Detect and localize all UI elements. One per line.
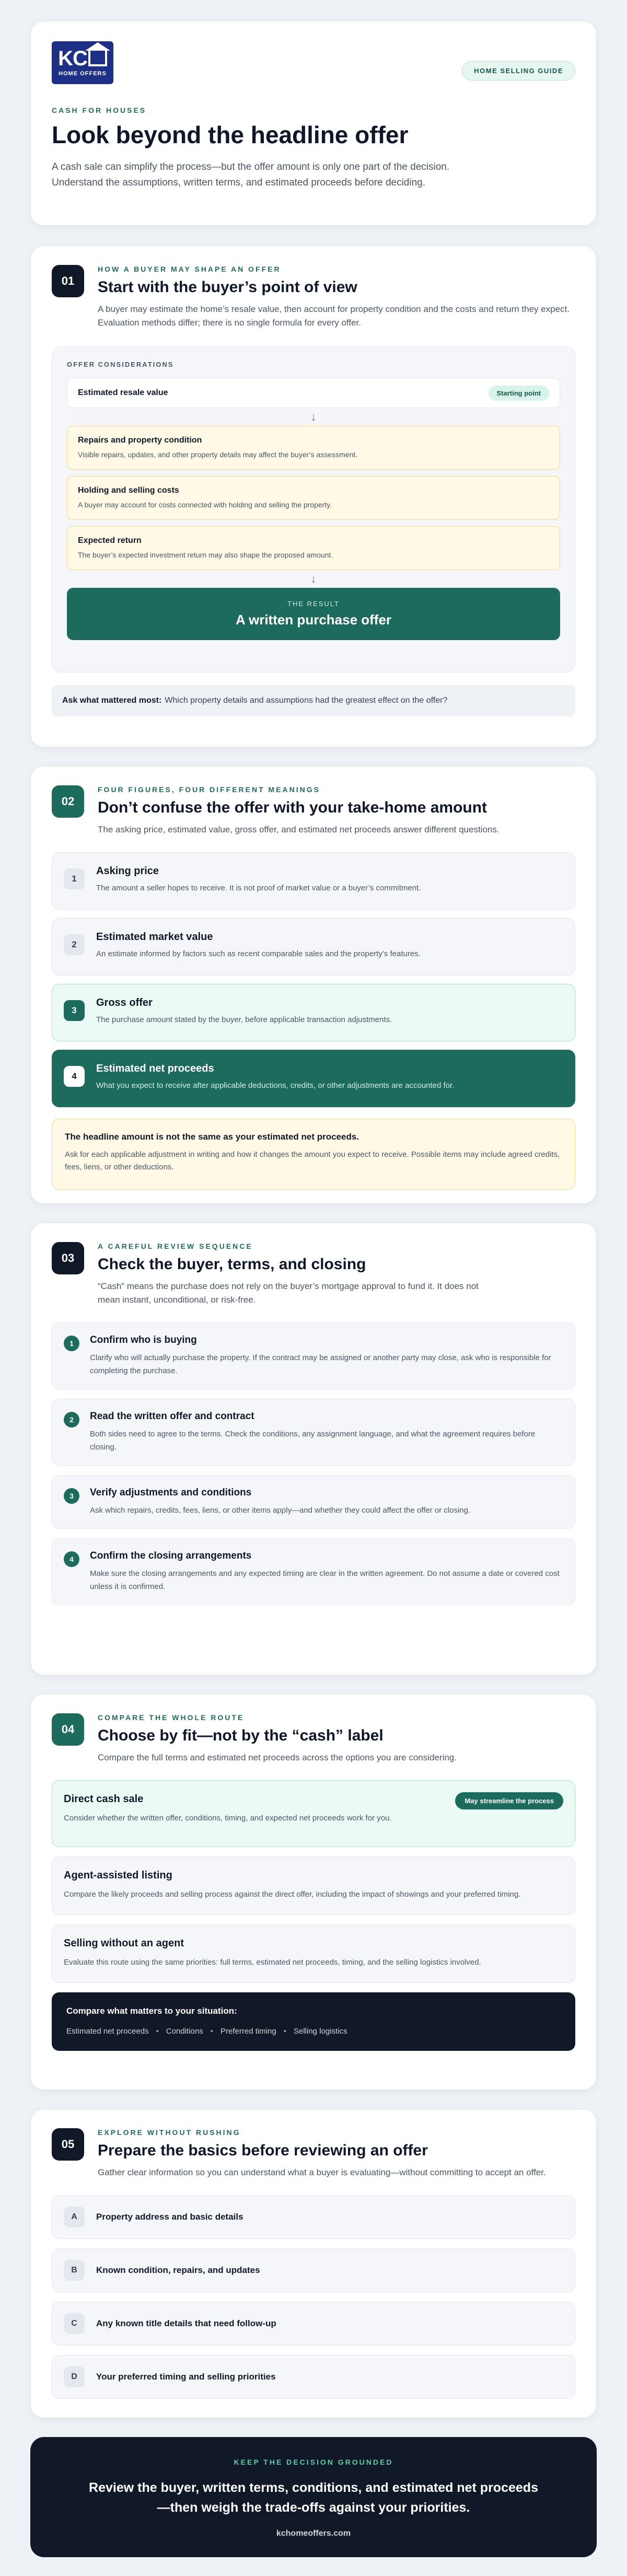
factor-title: Holding and selling costs [78,486,179,495]
term-text: What you expect to receive after applicable deductions, credits, or other adjustments are accounted for. [96,1081,455,1090]
logo-subtext: HOME OFFERS [59,71,107,77]
guide-badge: HOME SELLING GUIDE [462,61,575,80]
checklist-item [52,2302,575,2346]
section-eyebrow: EXPLORE WITHOUT RUSHING [98,2128,241,2137]
item-text: Any known title details that need follow-up [96,2318,276,2328]
headline-warning [52,1119,575,1190]
section-offer-figures [30,766,597,1204]
checklist-item [52,2248,575,2292]
footer-link[interactable]: kchomeoffers.com [276,2529,351,2538]
ask-tip-label: Ask what mattered most: [62,696,162,705]
route-title: Agent-assisted listing [64,1870,172,1881]
section-title: Start with the buyer’s point of view [98,279,357,296]
section-title: Don’t confuse the offer with your take-home amount [98,799,487,816]
term-title: Asking price [96,865,159,877]
hero-eyebrow: CASH FOR HOUSES [52,106,147,114]
bullet-icon: • [210,2027,214,2036]
route-title: Direct cash sale [64,1793,144,1805]
compare-item: Conditions [166,2027,203,2036]
resale-title: Estimated resale value [78,388,168,397]
section-eyebrow: HOW A BUYER MAY SHAPE AN OFFER [98,265,281,273]
item-text: Known condition, repairs, and updates [96,2265,260,2275]
bullet-icon: • [283,2027,286,2036]
item-letter: C [64,2313,85,2334]
logo-text: KC [58,47,87,70]
step-text: Ask which repairs, credits, fees, liens, or other items apply—and whether they could affect the offer or closing. [90,1506,471,1515]
item-letter: D [64,2366,85,2387]
section-title: Prepare the basics before reviewing an offer [98,2142,428,2159]
route-text: Compare the likely proceeds and selling process against the direct offer, including the impact of showings and your preferred timing. [64,1890,521,1899]
compare-item: Estimated net proceeds [66,2027,149,2036]
item-letter: B [64,2260,85,2281]
result-label: THE RESULT [287,600,340,608]
section-review-sequence [30,1223,597,1675]
step-number: 4 [64,1551,79,1567]
section-compare-routes [30,1694,597,2090]
factor-title: Repairs and property condition [78,436,202,445]
term-net-proceeds [52,1050,575,1107]
warning-text: Ask for each applicable adjustment in writing and how it changes the amount you expect to receive. Possible items may include agreed credits, fees, liens, or other deductions. [65,1150,560,1171]
term-text: The amount a seller hopes to receive. It is not proof of market value or a buyer’s commitment. [96,884,421,892]
section-eyebrow: COMPARE THE WHOLE ROUTE [98,1713,245,1722]
term-title: Gross offer [96,997,153,1008]
step-number: 1 [64,1336,79,1351]
compare-item: Selling logistics [294,2027,347,2036]
factor-title: Expected return [78,536,142,545]
factor-repairs [67,426,560,470]
item-text: Property address and basic details [96,2212,243,2222]
ask-tip [52,685,575,716]
section-description: Compare the full terms and estimated net proceeds across the options you are considering. [98,1753,457,1762]
footer-banner [30,2437,597,2557]
section-number: 04 [52,1713,84,1746]
term-number: 1 [64,868,85,889]
checklist-item [52,2355,575,2399]
item-text: Your preferred timing and selling priorities [96,2372,276,2382]
section-eyebrow: FOUR FIGURES, FOUR DIFFERENT MEANINGS [98,785,320,794]
footer-text: Review the buyer, written terms, conditions, and estimated net proceeds—then weigh the trade-offs against your priorities. [89,2480,538,2515]
result-text: A written purchase offer [235,612,392,628]
step-item [52,1322,575,1389]
section-description: The asking price, estimated value, gross offer, and estimated net proceeds answer different questions. [98,825,500,834]
term-title: Estimated net proceeds [96,1063,214,1074]
route-no-agent [52,1924,575,1983]
factor-costs [67,476,560,520]
compare-summary [52,1992,575,2051]
term-market-value [52,918,575,976]
offer-considerations-panel [52,346,575,672]
route-text: Consider whether the written offer, conditions, timing, and expected net proceeds work for you. [64,1814,392,1823]
section-buyer-view [30,246,597,747]
section-description: “Cash” means the purchase does not rely on the buyer’s mortgage approval to fund it. It does not mean instant, unconditional, or risk-free. [98,1281,479,1305]
item-letter: A [64,2207,85,2227]
footer-eyebrow: KEEP THE DECISION GROUNDED [234,2458,393,2466]
route-direct-cash [52,1780,575,1847]
section-number: 03 [52,1242,84,1274]
section-eyebrow: A CAREFUL REVIEW SEQUENCE [98,1242,253,1250]
resale-value-row [67,378,560,408]
step-number: 3 [64,1488,79,1504]
term-number: 3 [64,1000,85,1021]
term-asking-price [52,852,575,910]
panel-label: OFFER CONSIDERATIONS [67,361,174,368]
step-title: Confirm who is buying [90,1335,197,1345]
route-title: Selling without an agent [64,1937,184,1949]
term-list [52,852,575,1107]
brand-logo[interactable] [52,41,113,84]
step-item [52,1538,575,1605]
starting-point-badge: Starting point [489,386,550,401]
section-description: A buyer may estimate the home’s resale value, then account for property condition and the costs and return they expect. Evaluation methods differ; there is no single formula for every offer. [98,304,570,328]
compare-list [66,2027,561,2036]
house-icon [88,51,107,66]
factor-text: The buyer’s expected investment return may also shape the proposed amount. [78,551,333,559]
term-number: 4 [64,1066,85,1087]
term-gross-offer [52,984,575,1041]
step-text: Make sure the closing arrangements and any expected timing are clear in the written agreement. Do not assume a date or covered cost unless it is confirmed. [90,1569,560,1591]
route-agent-listing [52,1856,575,1915]
factor-return [67,526,560,570]
term-number: 2 [64,934,85,955]
factor-text: Visible repairs, updates, and other property details may affect the buyer’s assessment. [78,450,358,459]
arrow-down-icon: ↓ [310,572,317,585]
step-text: Both sides need to agree to the terms. Check the conditions, any assignment language, and what the agreement requires before closing. [90,1430,536,1452]
step-title: Verify adjustments and conditions [90,1487,252,1498]
section-description: Gather clear information so you can understand what a buyer is evaluating—without committing to accept an offer. [98,2167,546,2177]
section-number: 02 [52,785,84,818]
step-item [52,1399,575,1466]
section-title: Choose by fit—not by the “cash” label [98,1727,384,1744]
checklist-item [52,2195,575,2239]
bullet-icon: • [156,2027,159,2036]
factor-text: A buyer may account for costs connected with holding and selling the property. [78,501,332,509]
step-number: 2 [64,1412,79,1428]
route-text: Evaluate this route using the same priorities: full terms, estimated net proceeds, timing, and the selling logistics involved. [64,1958,481,1967]
section-title: Check the buyer, terms, and closing [98,1256,366,1273]
hero-card [30,21,597,226]
streamline-badge: May streamline the process [455,1792,563,1809]
step-title: Read the written offer and contract [90,1411,254,1422]
term-title: Estimated market value [96,931,213,943]
term-text: The purchase amount stated by the buyer, before applicable transaction adjustments. [96,1015,392,1024]
hero-description: A cash sale can simplify the process—but the offer amount is only one part of the decision. Understand the assumptions, written terms, and estimated proceeds before deciding. [52,161,450,188]
step-item [52,1475,575,1529]
arrow-down-icon: ↓ [310,410,317,423]
compare-title: Compare what matters to your situation: [66,2006,237,2016]
section-number: 05 [52,2128,84,2161]
warning-title: The headline amount is not the same as your estimated net proceeds. [65,1132,359,1142]
ask-tip-text: Which property details and assumptions had the greatest effect on the offer? [165,696,448,705]
section-number: 01 [52,265,84,297]
compare-item: Preferred timing [220,2027,276,2036]
result-banner [67,588,560,640]
section-prepare-basics [30,2109,597,2418]
step-text: Clarify who will actually purchase the property. If the contract may be assigned or another party may close, ask who is responsible for completing the purchase. [90,1353,551,1375]
page-title: Look beyond the headline offer [52,121,409,148]
step-title: Confirm the closing arrangements [90,1550,252,1561]
term-text: An estimate informed by factors such as recent comparable sales and the property’s features. [96,949,421,958]
